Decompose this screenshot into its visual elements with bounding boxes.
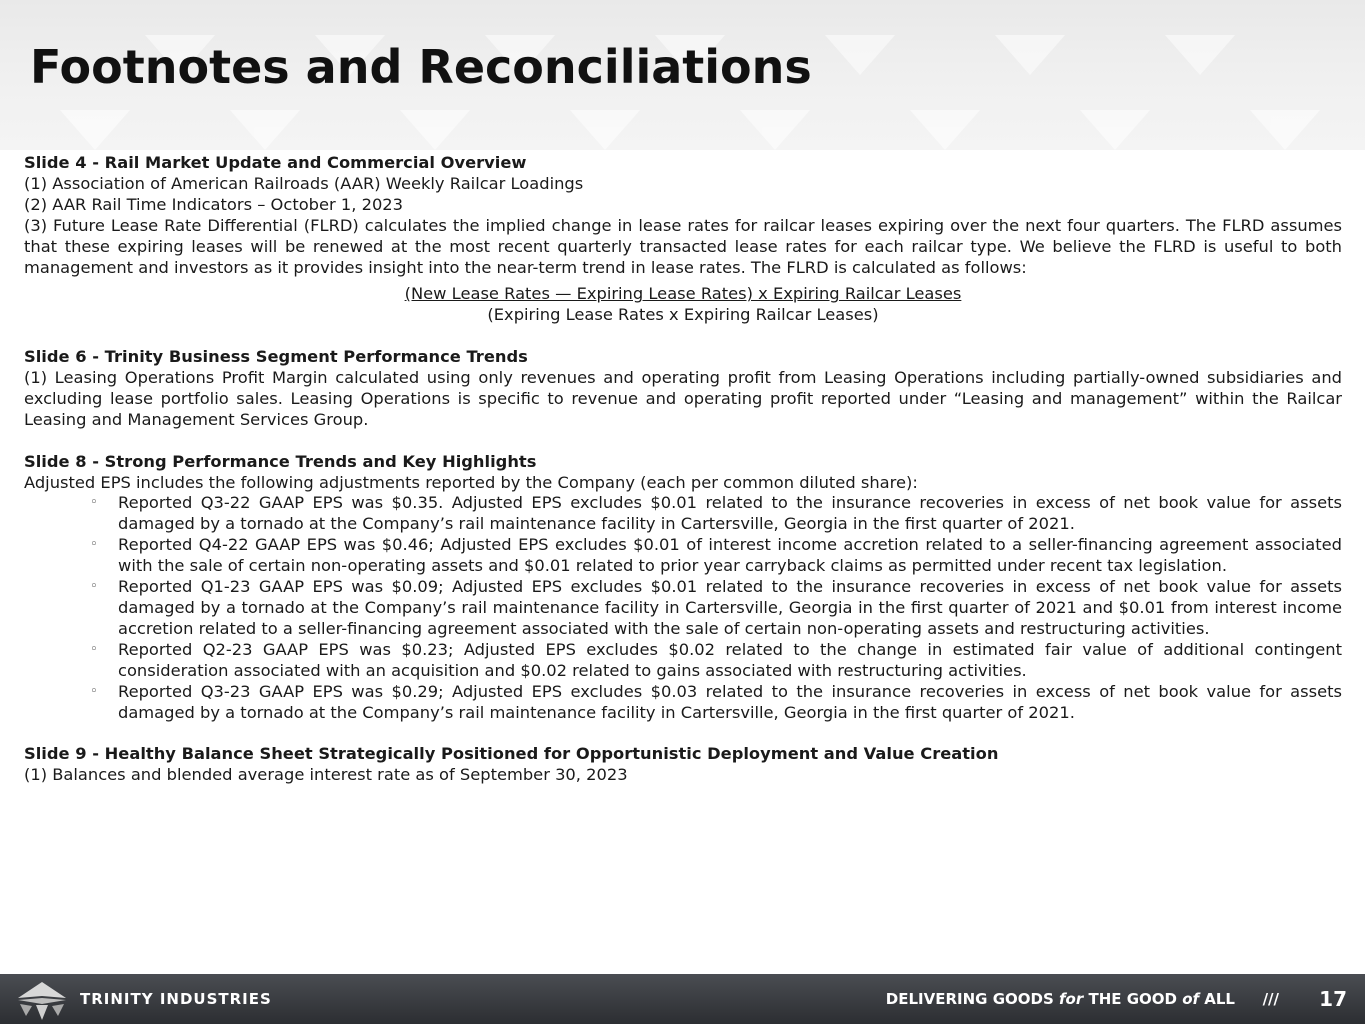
list-item-text: Reported Q4-22 GAAP EPS was $0.46; Adjusted EPS excludes $0.01 of interest income accretion related to a seller-financing agreement associated with the sale of certain non-operating assets and $0.01 related to prior year carryback claims as permitted under recent tax legislation.: [118, 535, 1342, 576]
eps-adjustment-list: [24, 493, 1342, 723]
brand-name: TRINITY INDUSTRIES: [80, 990, 272, 1008]
footnote-line: (1) Leasing Operations Profit Margin calculated using only revenues and operating profit from Leasing Operations including partially-owned subsidiaries and excluding lease portfolio sales. Leasing Operations is specific to revenue and operating profit reported under “Leasing and management” within the Railcar Leasing and Management Services Group.: [24, 368, 1342, 429]
section-title-slide-8: Slide 8 - Strong Performance Trends and Key Highlights: [24, 451, 537, 471]
footer-bar: [0, 974, 1365, 1024]
list-item: [90, 577, 1342, 640]
tagline: DELIVERING GOODS for THE GOOD of ALL: [885, 990, 1235, 1008]
list-item: [90, 639, 1342, 682]
bullet-icon: ◦: [90, 641, 98, 657]
flrd-formula: [24, 284, 1342, 326]
separator-slashes: ///: [1262, 990, 1279, 1008]
footnote-line: (2) AAR Rail Time Indicators – October 1, 2023: [24, 194, 404, 214]
footnote-line: (3) Future Lease Rate Differential (FLRD) calculates the implied change in lease rates for railcar leases expiring over the next four quarters. The FLRD assumes that these expiring leases will be renewed at the most recent quarterly transacted lease rates for each railcar type. We believe the FLRD is useful to both management and investors as it provides insight into the near-term trend in lease rates. The FLRD is calculated as follows:: [24, 215, 1342, 277]
section-title-slide-6: Slide 6 - Trinity Business Segment Performance Trends: [24, 347, 528, 367]
list-item-text: Reported Q2-23 GAAP EPS was $0.23; Adjusted EPS excludes $0.02 related to the change in estimated fair value of additional contingent consideration associated with an acquisition and $0.02 related to gains associated with restructuring activities.: [118, 639, 1342, 680]
section-title-slide-4: Slide 4 - Rail Market Update and Commercial Overview: [24, 153, 527, 172]
bullet-icon: ◦: [90, 495, 98, 511]
section-title-slide-9: Slide 9 - Healthy Balance Sheet Strategically Positioned for Opportunistic Deployment and Value Creation: [24, 744, 999, 764]
bullet-icon: ◦: [90, 683, 98, 699]
footnote-line: Adjusted EPS includes the following adjustments reported by the Company (each per common diluted share):: [24, 472, 918, 492]
header-banner: [0, 0, 1365, 150]
page-number: 17: [1319, 987, 1347, 1011]
formula-denominator: (Expiring Lease Rates x Expiring Railcar Leases): [487, 305, 879, 325]
footnote-line: (1) Balances and blended average interest rate as of September 30, 2023: [24, 765, 628, 785]
formula-numerator: (New Lease Rates — Expiring Lease Rates) x Expiring Railcar Leases: [404, 284, 962, 304]
page-title: Footnotes and Reconciliations: [30, 40, 812, 94]
list-item-text: Reported Q1-23 GAAP EPS was $0.09; Adjusted EPS excludes $0.01 related to the insurance recoveries in excess of net book value for assets damaged by a tornado at the Company’s rail maintenance facility in Cartersville, Georgia in the first quarter of 2021 and $0.01 from interest income accretion related to a seller-financing agreement associated with the sale of certain non-operating assets and restructuring activities.: [118, 577, 1342, 638]
list-item: [90, 681, 1342, 724]
list-item-text: Reported Q3-22 GAAP EPS was $0.35. Adjusted EPS excludes $0.01 related to the insurance recoveries in excess of net book value for assets damaged by a tornado at the Company’s rail maintenance facility in Cartersville, Georgia in the first quarter of 2021.: [118, 493, 1342, 534]
bullet-icon: ◦: [90, 579, 98, 595]
list-item: [90, 535, 1342, 577]
footnote-line: (1) Association of American Railroads (AAR) Weekly Railcar Loadings: [24, 173, 584, 193]
bullet-icon: ◦: [90, 537, 98, 553]
footnotes-body: [24, 153, 1342, 786]
trinity-logo-icon: [14, 980, 70, 1020]
list-item-text: Reported Q3-23 GAAP EPS was $0.29; Adjusted EPS excludes $0.03 related to the insurance recoveries in excess of net book value for assets damaged by a tornado at the Company’s rail maintenance facility in Cartersville, Georgia in the first quarter of 2021.: [118, 681, 1342, 722]
list-item: [90, 493, 1342, 535]
